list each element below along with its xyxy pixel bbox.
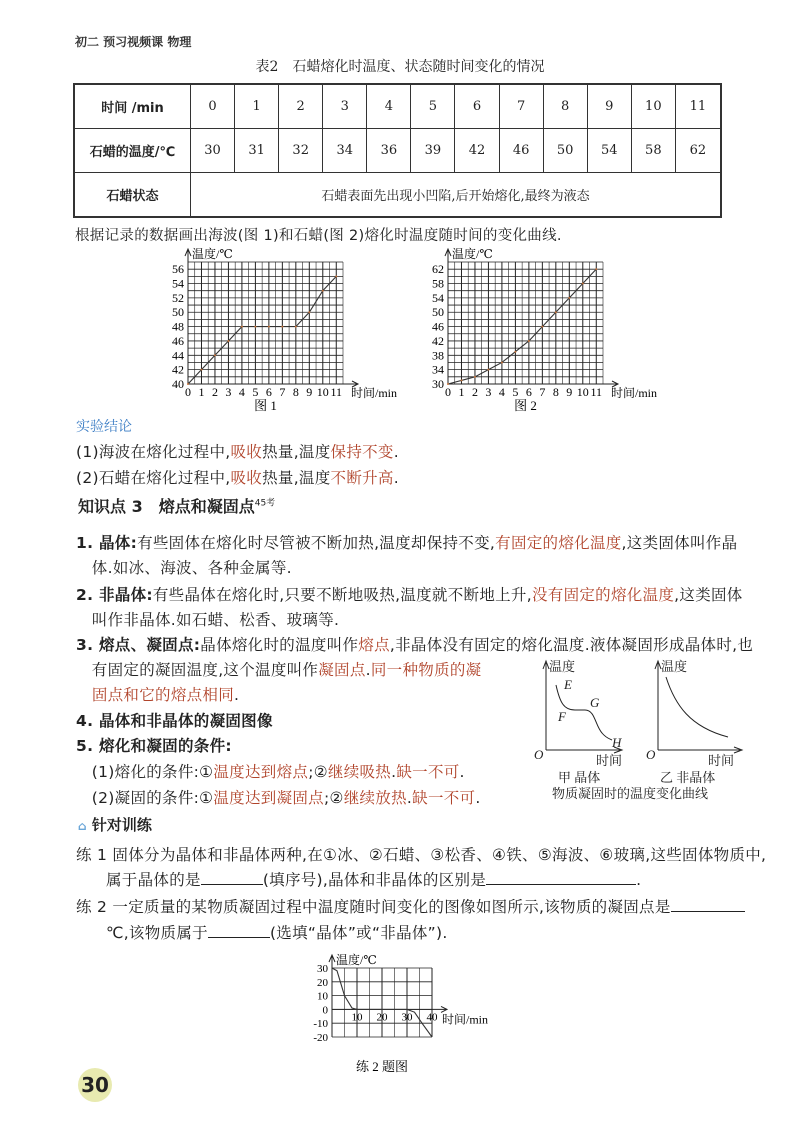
row-label: 石蜡状态 <box>74 173 191 218</box>
q1-text: (填序号),晶体和非晶体的区别是 <box>262 871 487 889</box>
text-segment: 有固定的凝固温度,这个温度叫作 <box>76 661 319 679</box>
text-segment: 有些固体在熔化时尽管被不断加热,温度却保持不变, <box>137 534 496 552</box>
x-tick-label: 2 <box>211 385 218 399</box>
highlighted-text: 熔点 <box>358 636 390 654</box>
temp-cell: 34 <box>323 129 367 173</box>
data-point <box>187 383 189 385</box>
y-tick-label: 30 <box>432 377 444 391</box>
x-tick-label: 0 <box>185 385 191 399</box>
highlighted-text: 不断升高 <box>330 469 394 487</box>
q2-text: 练 2 一定质量的某物质凝固过程中温度随时间变化的图像如图所示,该物质的凝固点是 <box>76 898 671 916</box>
table-row-state <box>74 173 721 218</box>
kp-title: 知识点 3 熔点和凝固点 <box>78 497 255 516</box>
diagram-caption: 物质凝固时的温度变化曲线 <box>552 786 709 801</box>
body-line <box>76 556 292 578</box>
y-tick-label: 58 <box>432 276 444 291</box>
text-segment: ,这类固体叫作晶 <box>621 534 738 552</box>
table-title: 表2 石蜡熔化时温度、状态随时间变化的情况 <box>255 59 545 75</box>
x-tick-label: 1 <box>198 385 205 399</box>
text-segment: . <box>406 789 413 807</box>
y-tick-label: 42 <box>172 362 184 377</box>
highlighted-text: 吸收 <box>230 469 263 487</box>
time-cell: 7 <box>499 84 543 129</box>
y-tick-label: 62 <box>432 262 444 277</box>
chart-practice2 <box>300 945 520 1075</box>
amorphous-curve <box>666 677 728 737</box>
y-axis-crystal <box>543 661 549 750</box>
point-e: E <box>564 677 572 692</box>
amorphous-caption: 乙 非晶体 <box>660 770 716 785</box>
practice-title: 针对训练 <box>91 816 152 834</box>
chart-fig2 <box>418 244 673 416</box>
q2-text: (选填“晶体”或“非晶体”). <box>269 924 448 942</box>
time-cell: 4 <box>367 84 411 129</box>
y-tick-label: 46 <box>432 319 444 334</box>
temp-cell: 30 <box>191 129 235 173</box>
text-segment: 有些晶体在熔化时,只要不断地吸热,温度就不断地上升, <box>152 586 532 604</box>
time-cell: 3 <box>323 84 367 129</box>
x-tick-label: 10 <box>351 1011 363 1024</box>
q1-line1: 练 1 固体分为晶体和非晶体两种,在①冰、②石蜡、③松香、④铁、⑤海波、⑥玻璃,这些固体物质中, <box>76 846 767 864</box>
highlighted-text: 缺一不可 <box>412 789 476 807</box>
temp-cell: 46 <box>499 129 543 173</box>
time-cell: 11 <box>675 84 721 129</box>
text-segment: . <box>391 763 397 781</box>
body-line <box>76 760 465 782</box>
x-axis-label: 时间/min <box>611 386 658 400</box>
text-segment: . <box>393 469 399 487</box>
knowledge-point-title <box>78 494 275 517</box>
highlighted-text: 继续吸热 <box>327 763 392 781</box>
q1-blank-1[interactable] <box>201 870 263 885</box>
data-point <box>447 383 449 385</box>
highlighted-text: 凝固点 <box>318 661 366 679</box>
data-point <box>487 369 489 371</box>
highlighted-text: 温度达到凝固点 <box>213 789 324 807</box>
y-tick-label: 50 <box>172 305 184 320</box>
data-point <box>474 376 476 378</box>
grid <box>188 262 343 384</box>
point-f: F <box>558 709 566 724</box>
temp-cell: 36 <box>367 129 411 173</box>
y-tick-label: 0 <box>322 1004 328 1017</box>
highlighted-text: 有固定的熔化温度 <box>495 534 622 552</box>
data-point <box>568 297 570 299</box>
text-segment: . <box>234 686 240 704</box>
highlighted-text: 吸收 <box>230 443 263 461</box>
q2-line2 <box>106 921 448 943</box>
text-segment: 体.如冰、海波、各种金属等. <box>76 559 292 577</box>
conclusion-line <box>76 466 399 488</box>
x-tick-label: 11 <box>330 385 343 399</box>
time-cell: 0 <box>191 84 235 129</box>
data-point <box>501 361 503 363</box>
data-point <box>281 326 283 328</box>
diagram-xlabel: 时间 <box>596 753 623 768</box>
y-tick-label: 34 <box>432 362 444 377</box>
y-tick-label: 50 <box>432 305 444 320</box>
data-point <box>214 354 216 356</box>
x-tick-label: 4 <box>238 385 245 399</box>
text-segment <box>76 686 92 704</box>
text-segment: (1)海波在熔化过程中, <box>76 443 231 461</box>
y-tick-label: 48 <box>172 319 184 334</box>
y-tick-label: 54 <box>432 290 444 305</box>
x-axis-label: 时间/min <box>351 386 398 400</box>
conclusion-line <box>76 440 399 462</box>
highlighted-text: 没有固定的熔化温度 <box>531 586 675 604</box>
q1-text: 属于晶体的是 <box>106 871 201 889</box>
text-segment: 4. 晶体和非晶体的凝固图像 <box>76 712 273 730</box>
diagram-xlabel: 时间 <box>708 753 735 768</box>
data-point <box>241 326 243 328</box>
body-line <box>76 683 239 705</box>
x-tick-label: 1 <box>458 385 465 399</box>
x-tick-label: 40 <box>426 1011 438 1024</box>
text-segment: 热量,温度 <box>262 443 331 461</box>
y-axis-label: 温度/℃ <box>336 953 377 967</box>
body-line <box>76 709 273 731</box>
q2-text: ℃,该物质属于 <box>106 924 208 942</box>
data-point <box>254 326 256 328</box>
body-line <box>76 633 753 655</box>
y-tick-label: 30 <box>317 963 328 975</box>
chart-caption: 图 1 <box>254 398 277 413</box>
text-segment: 晶体熔化时的温度叫作 <box>200 636 359 654</box>
highlighted-text: 同一种物质的凝 <box>370 661 482 679</box>
state-cell: 石蜡表面先出现小凹陷,后开始熔化,最终为液态 <box>191 173 722 218</box>
highlighted-text: 保持不变 <box>330 443 394 461</box>
x-tick-label: 3 <box>225 385 232 399</box>
data-point <box>227 340 229 342</box>
data-point <box>335 275 337 277</box>
time-cell: 6 <box>455 84 499 129</box>
y-tick-label: 10 <box>317 990 328 1003</box>
data-point <box>514 351 516 353</box>
text-segment: . <box>475 789 481 807</box>
text-segment: . <box>365 661 371 679</box>
temp-cell: 58 <box>631 129 675 173</box>
temp-cell: 39 <box>411 129 455 173</box>
temp-cell: 62 <box>675 129 721 173</box>
grid <box>332 968 432 1037</box>
y-tick-label: 40 <box>172 377 184 391</box>
x-tick-label: 20 <box>376 1011 388 1024</box>
data-point <box>200 369 202 371</box>
y-axis-amorphous <box>655 661 661 750</box>
y-tick-label: 20 <box>317 976 328 989</box>
y-tick-label: 44 <box>172 348 184 363</box>
y-tick-label: 56 <box>172 262 184 277</box>
table-row-temp <box>74 129 721 173</box>
text-segment: (1)熔化的条件:① <box>76 763 214 781</box>
body-line <box>76 734 232 756</box>
data-point <box>541 326 543 328</box>
running-header: 初二 预习视频课 物理 <box>75 35 192 49</box>
data-point <box>308 311 310 313</box>
q1-blank-2[interactable] <box>486 870 636 885</box>
x-tick-label: 8 <box>552 385 559 399</box>
intro-text: 根据记录的数据画出海波(图 1)和石蜡(图 2)熔化时温度随时间的变化曲线. <box>75 228 562 244</box>
x-tick-label: 6 <box>265 385 272 399</box>
x-tick-label: 30 <box>401 1011 413 1024</box>
flask-icon: ⌂ <box>78 819 87 833</box>
x-tick-label: 9 <box>566 385 573 399</box>
conclusion-title: 实验结论 <box>76 419 132 435</box>
page-number: 30 <box>78 1068 112 1102</box>
chart-fig1 <box>158 244 413 416</box>
text-segment: . <box>459 763 465 781</box>
x-tick-label: 10 <box>316 385 329 399</box>
point-g: G <box>590 695 600 710</box>
x-tick-label: 7 <box>539 385 546 399</box>
kp-exam-count: 45考 <box>254 498 276 509</box>
origin-label: O <box>534 747 544 762</box>
data-point <box>460 379 462 381</box>
temp-cell: 42 <box>455 129 499 173</box>
highlighted-text: 温度达到熔点 <box>213 763 309 781</box>
data-point <box>582 283 584 285</box>
text-segment: (2)凝固的条件:① <box>76 789 214 807</box>
grid <box>448 262 603 384</box>
diagram-ylabel: 温度 <box>549 659 576 674</box>
origin-label: O <box>646 747 656 762</box>
time-cell: 1 <box>235 84 279 129</box>
text-segment: 1. 晶体: <box>76 534 138 552</box>
y-tick-label: 46 <box>172 333 184 348</box>
text-segment: 叫作非晶体.如石蜡、松香、玻璃等. <box>76 611 340 629</box>
x-tick-label: 9 <box>306 385 313 399</box>
data-point <box>268 326 270 328</box>
diagram-ylabel: 温度 <box>661 659 688 674</box>
data-point <box>555 311 557 313</box>
x-axis-label: 时间/min <box>442 1012 489 1027</box>
x-tick-label: 11 <box>590 385 603 399</box>
y-tick-label: 54 <box>172 276 184 291</box>
text-segment: ,非晶体没有固定的熔化温度.液体凝固形成晶体时,也 <box>389 636 754 654</box>
x-tick-label: 7 <box>279 385 286 399</box>
table-row-time <box>74 84 721 129</box>
data-point <box>595 268 597 270</box>
chart-caption: 图 2 <box>514 398 537 413</box>
x-tick-label: 0 <box>445 385 451 399</box>
body-line <box>76 658 481 680</box>
y-tick-label: 42 <box>432 333 444 348</box>
body-line <box>76 608 339 630</box>
y-tick-label: -20 <box>313 1032 328 1044</box>
x-tick-label: 2 <box>471 385 478 399</box>
y-axis <box>329 955 335 1037</box>
y-axis-label: 温度/℃ <box>192 247 233 261</box>
paraffin-table <box>73 83 722 218</box>
x-tick-label: 5 <box>512 385 519 399</box>
text-segment: 3. 熔点、凝固点: <box>76 636 201 654</box>
q1-line2: 属于晶体的是 (填序号),晶体和非晶体的区别是 . <box>106 871 642 889</box>
x-tick-label: 8 <box>292 385 299 399</box>
q2-line1 <box>76 895 745 917</box>
text-segment: . <box>393 443 399 461</box>
y-tick-label: 38 <box>432 348 444 363</box>
time-cell: 2 <box>279 84 323 129</box>
temp-cell: 54 <box>587 129 631 173</box>
x-tick-label: 4 <box>498 385 505 399</box>
body-line <box>76 531 737 553</box>
text-segment: (2)石蜡在熔化过程中, <box>76 469 231 487</box>
time-cell: 9 <box>587 84 631 129</box>
y-tick-label: 52 <box>172 290 184 305</box>
temp-cell: 50 <box>543 129 587 173</box>
text-segment: 热量,温度 <box>262 469 331 487</box>
temp-cell: 32 <box>279 129 323 173</box>
chart-caption: 练 2 题图 <box>355 1059 409 1074</box>
text-segment: ;② <box>323 789 344 807</box>
text-segment: ,这类固体 <box>674 586 743 604</box>
text-segment: ;② <box>308 763 328 781</box>
time-cell: 8 <box>543 84 587 129</box>
y-axis-label: 温度/℃ <box>452 247 493 261</box>
text-segment: 5. 熔化和凝固的条件: <box>76 737 232 755</box>
data-point <box>322 290 324 292</box>
q2-blank-2[interactable] <box>208 923 270 938</box>
data-point <box>528 340 530 342</box>
solidification-diagrams <box>530 655 755 805</box>
highlighted-text: 缺一不可 <box>396 763 460 781</box>
temp-cell: 31 <box>235 129 279 173</box>
point-h: H <box>612 735 622 750</box>
highlighted-text: 继续放热 <box>343 789 407 807</box>
time-cell: 5 <box>411 84 455 129</box>
q2-blank-1[interactable] <box>671 897 745 912</box>
x-tick-label: 10 <box>576 385 589 399</box>
x-tick-label: 5 <box>252 385 259 399</box>
x-tick-label: 6 <box>525 385 532 399</box>
row-label: 时间 /min <box>74 84 191 129</box>
y-tick-label: -10 <box>313 1018 328 1031</box>
highlighted-text: 固点和它的熔点相同 <box>91 686 235 704</box>
crystal-caption: 甲 晶体 <box>558 770 601 785</box>
body-line <box>76 786 481 808</box>
practice-heading <box>78 814 152 835</box>
x-tick-label: 3 <box>485 385 492 399</box>
data-point <box>295 326 297 328</box>
row-label: 石蜡的温度/℃ <box>74 129 191 173</box>
body-line <box>76 583 743 605</box>
time-cell: 10 <box>631 84 675 129</box>
text-segment: 2. 非晶体: <box>76 586 153 604</box>
